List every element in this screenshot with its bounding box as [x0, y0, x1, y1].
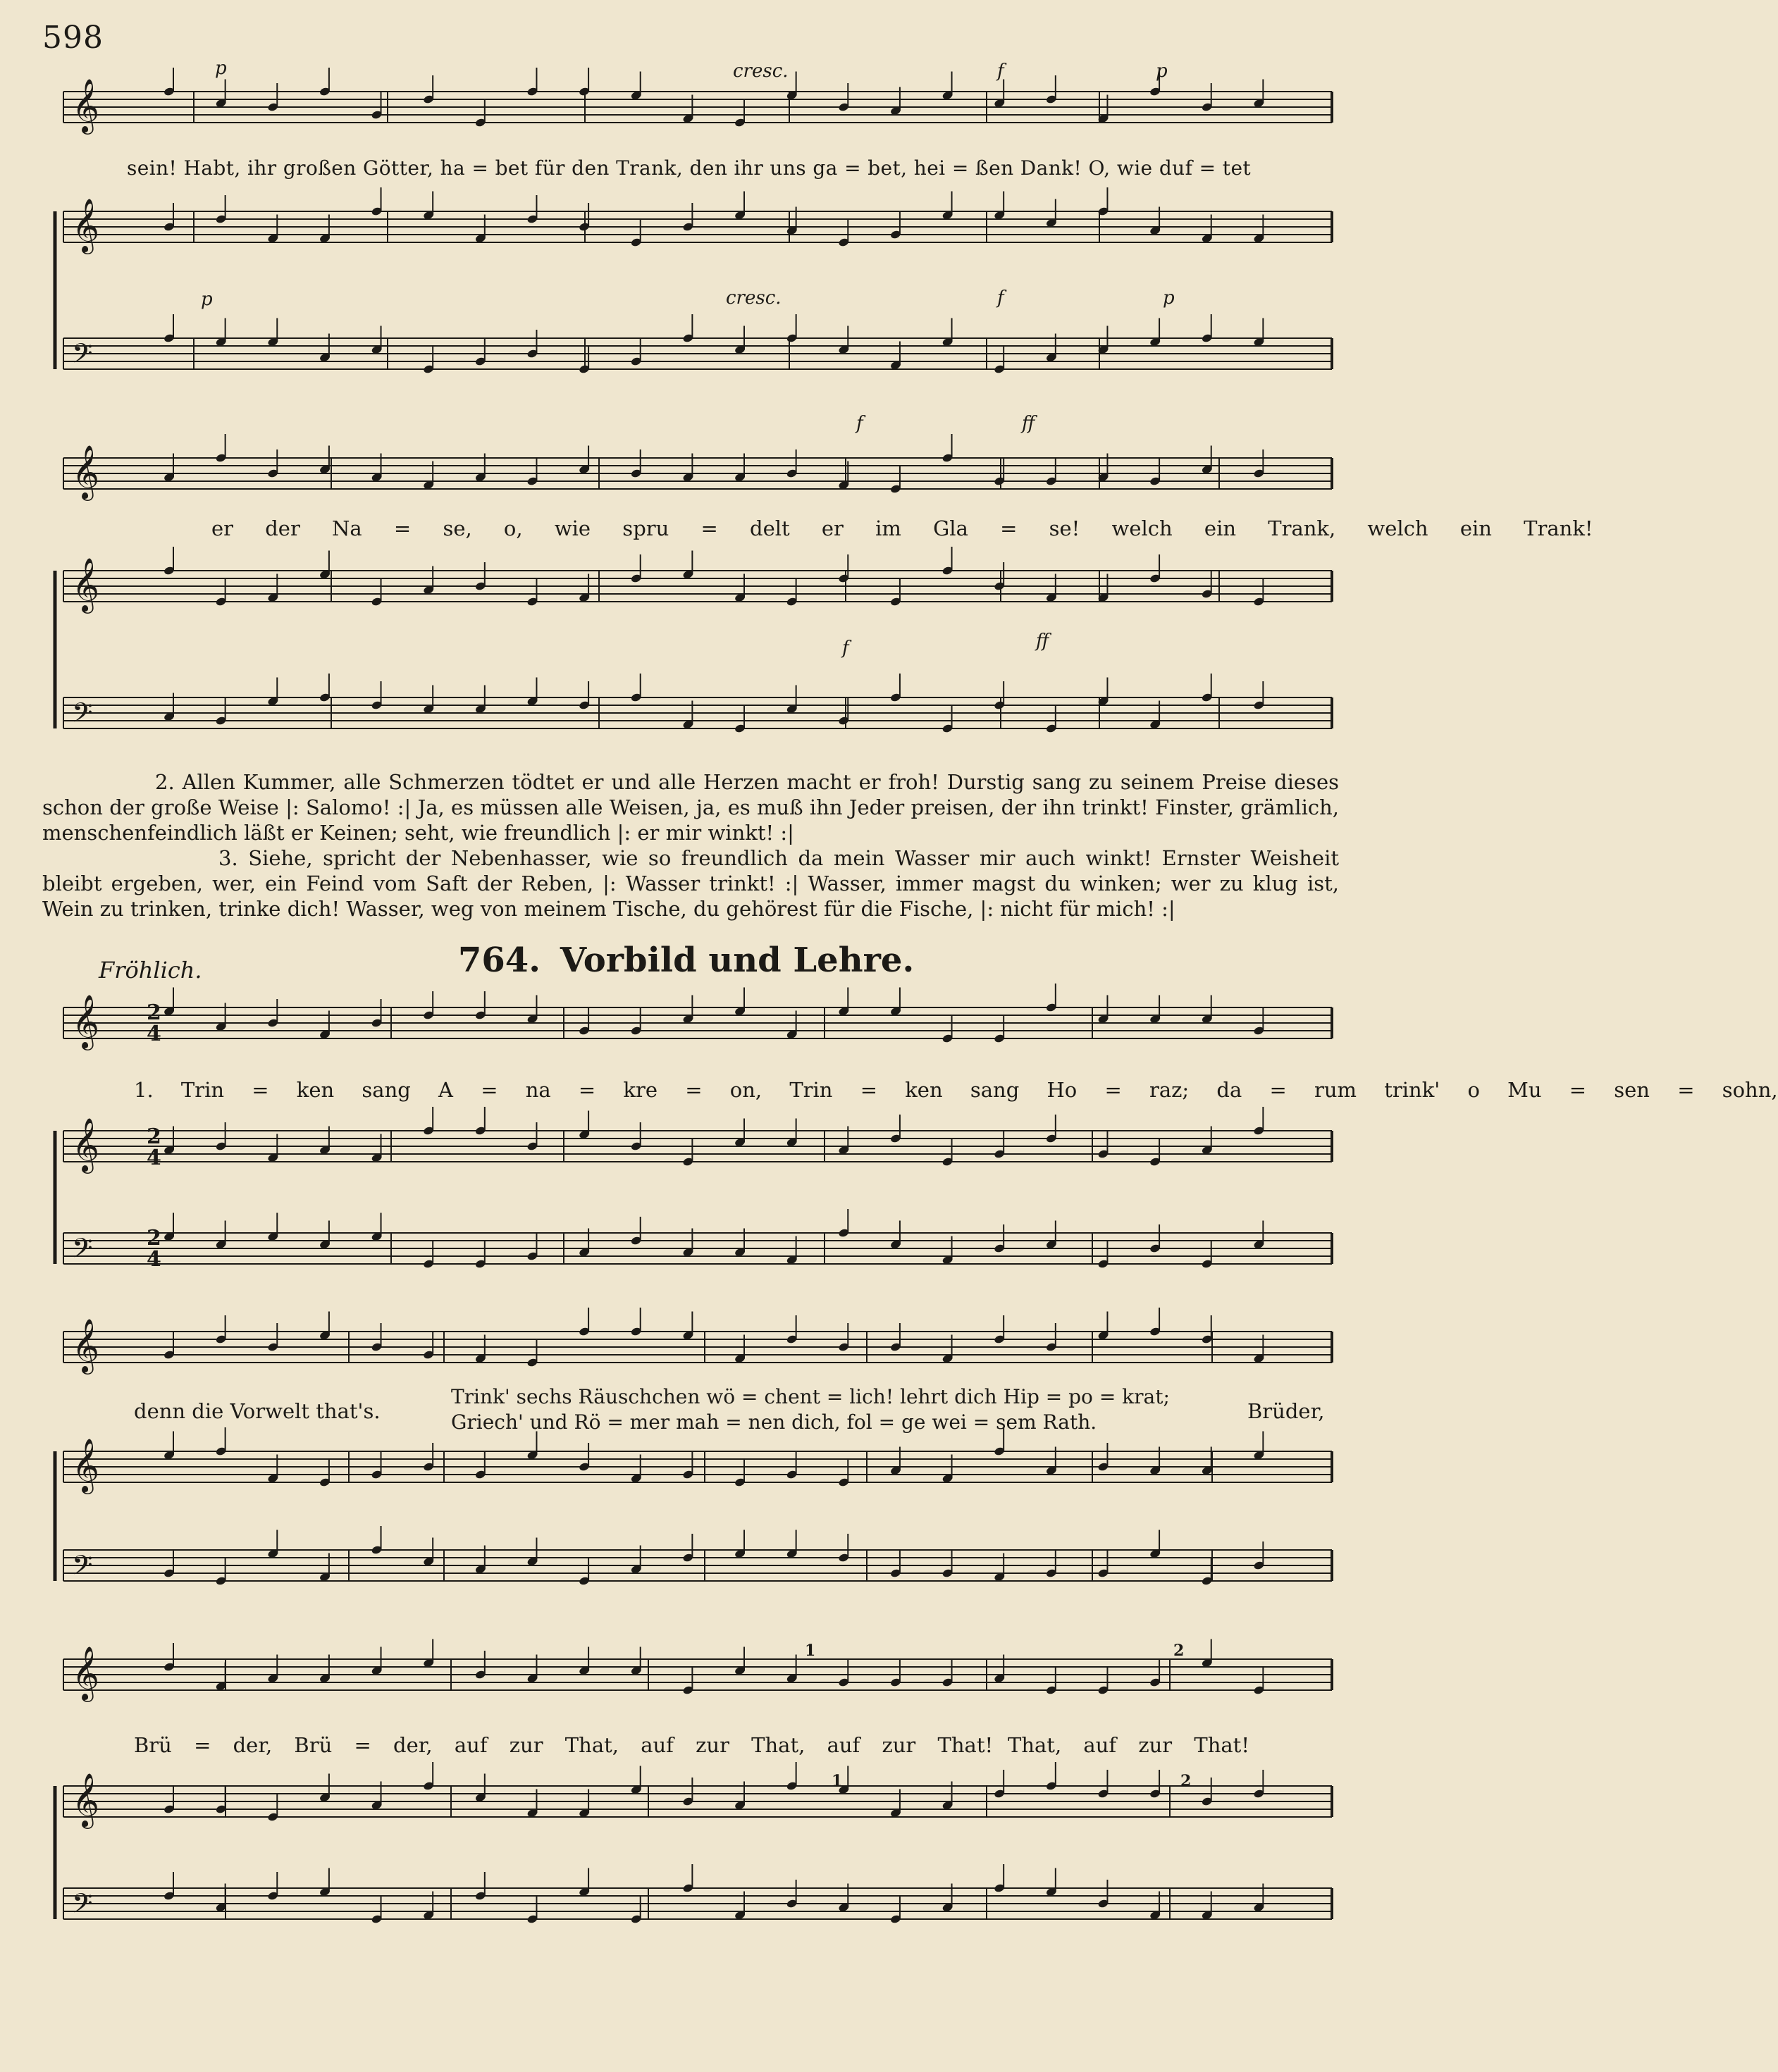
dynamic-crescendo: cresc.	[733, 61, 789, 82]
treble-clef-icon: 𝄞	[72, 994, 100, 1048]
page-number: 598	[42, 20, 104, 56]
bass-clef-icon: 𝄢	[72, 1549, 93, 1587]
treble-clef-icon: 𝄞	[72, 1117, 100, 1172]
lyrics-line: denn die Vorwelt that's.	[134, 1399, 381, 1423]
time-signature-top: 2	[147, 1000, 161, 1025]
tempo-marking: Fröhlich.	[99, 957, 202, 984]
lyrics-line: 1. Trin = ken sang A = na = kre = on, Trin = ken sang Ho = raz; da = rum trink' o Mu = sen = sohn,	[134, 1078, 1778, 1102]
dynamic-forte: f	[842, 638, 849, 659]
dynamic-piano: p	[1156, 61, 1168, 82]
dynamic-fortissimo: ff	[1022, 413, 1035, 434]
dynamic-forte: f	[997, 287, 1004, 309]
bass-clef-icon: 𝄢	[72, 1887, 93, 1925]
time-signature-top: 2	[147, 1226, 161, 1251]
treble-clef-icon: 𝄞	[72, 1438, 100, 1492]
dynamic-piano: p	[1163, 287, 1175, 309]
first-ending-marker: 1	[805, 1642, 816, 1660]
lyrics-line: Griech' und Rö = mer mah = nen dich, fol = ge wei = sem Rath.	[451, 1410, 1097, 1434]
treble-clef-icon: 𝄞	[72, 1318, 100, 1372]
lyrics-line: sein! Habt, ihr großen Götter, ha = bet für den Trank, den ihr uns ga = bet, hei = ßen Dank! O, wie duf = tet	[127, 156, 1252, 180]
first-ending-marker: 1	[832, 1772, 843, 1790]
verse-2: 2. Allen Kummer, alle Schmerzen tödtet er und alle Herzen macht er froh! Durstig sang zu seinem Preise dieses schon der große Weise |: Salomo! :| Ja, es müssen alle Weisen, ja, es muß ihn Jeder preisen, der ihn trinkt! Finster, grämlich, menschenfeindlich läßt er Keinen; seht, wie freundlich |: er mir winkt! :|	[42, 770, 1339, 845]
time-signature-bottom: 4	[147, 1247, 161, 1272]
treble-clef-icon: 𝄞	[72, 557, 100, 612]
song-title	[458, 941, 914, 980]
time-signature-bottom: 4	[147, 1146, 161, 1170]
second-ending-marker: 2	[1180, 1772, 1192, 1790]
treble-clef-icon: 𝄞	[72, 1773, 100, 1827]
treble-clef-icon: 𝄞	[72, 445, 100, 499]
time-signature-bottom: 4	[147, 1022, 161, 1046]
lyrics-line: Trink' sechs Räuschchen wö = chent = lich! lehrt dich Hip = po = krat;	[451, 1385, 1170, 1408]
dynamic-forte: f	[856, 413, 863, 434]
song-number: 764.	[458, 941, 541, 980]
lyrics-line: That, auf zur That!	[1008, 1733, 1249, 1757]
song-title-text: Vorbild und Lehre.	[560, 941, 915, 980]
treble-clef-icon: 𝄞	[72, 1646, 100, 1700]
dynamic-crescendo: cresc.	[726, 287, 782, 309]
lyrics-line: Brüder,	[1247, 1399, 1325, 1423]
time-signature-top: 2	[147, 1124, 161, 1149]
lyrics-line: er der Na = se, o, wie spru = delt er im Gla = se! welch ein Trank, welch ein Trank!	[211, 516, 1593, 540]
dynamic-piano: p	[201, 289, 213, 310]
bass-clef-icon: 𝄢	[72, 1232, 93, 1270]
bass-clef-icon: 𝄢	[72, 337, 93, 376]
second-ending-marker: 2	[1173, 1642, 1185, 1660]
treble-clef-icon: 𝄞	[72, 78, 100, 132]
bass-clef-icon: 𝄢	[72, 697, 93, 735]
dynamic-forte: f	[997, 61, 1004, 82]
lyrics-line: Brü = der, Brü = der, auf zur That, auf zur That, auf zur That!	[134, 1733, 994, 1757]
verse-3: 3. Siehe, spricht der Nebenhasser, wie so freundlich da mein Wasser mir auch winkt! Ernster Weisheit bleibt ergeben, wer, ein Feind vom Saft der Reben, |: Wasser trinkt! :| Wasser, immer magst du winken; wer zu klug ist, Wein zu trinken, trinke dich! Wasser, weg von meinem Tische, du gehörest für die Fische, |: nicht für mich! :|	[42, 846, 1339, 921]
treble-clef-icon: 𝄞	[72, 198, 100, 252]
dynamic-piano: p	[215, 58, 227, 79]
dynamic-fortissimo: ff	[1036, 631, 1049, 652]
